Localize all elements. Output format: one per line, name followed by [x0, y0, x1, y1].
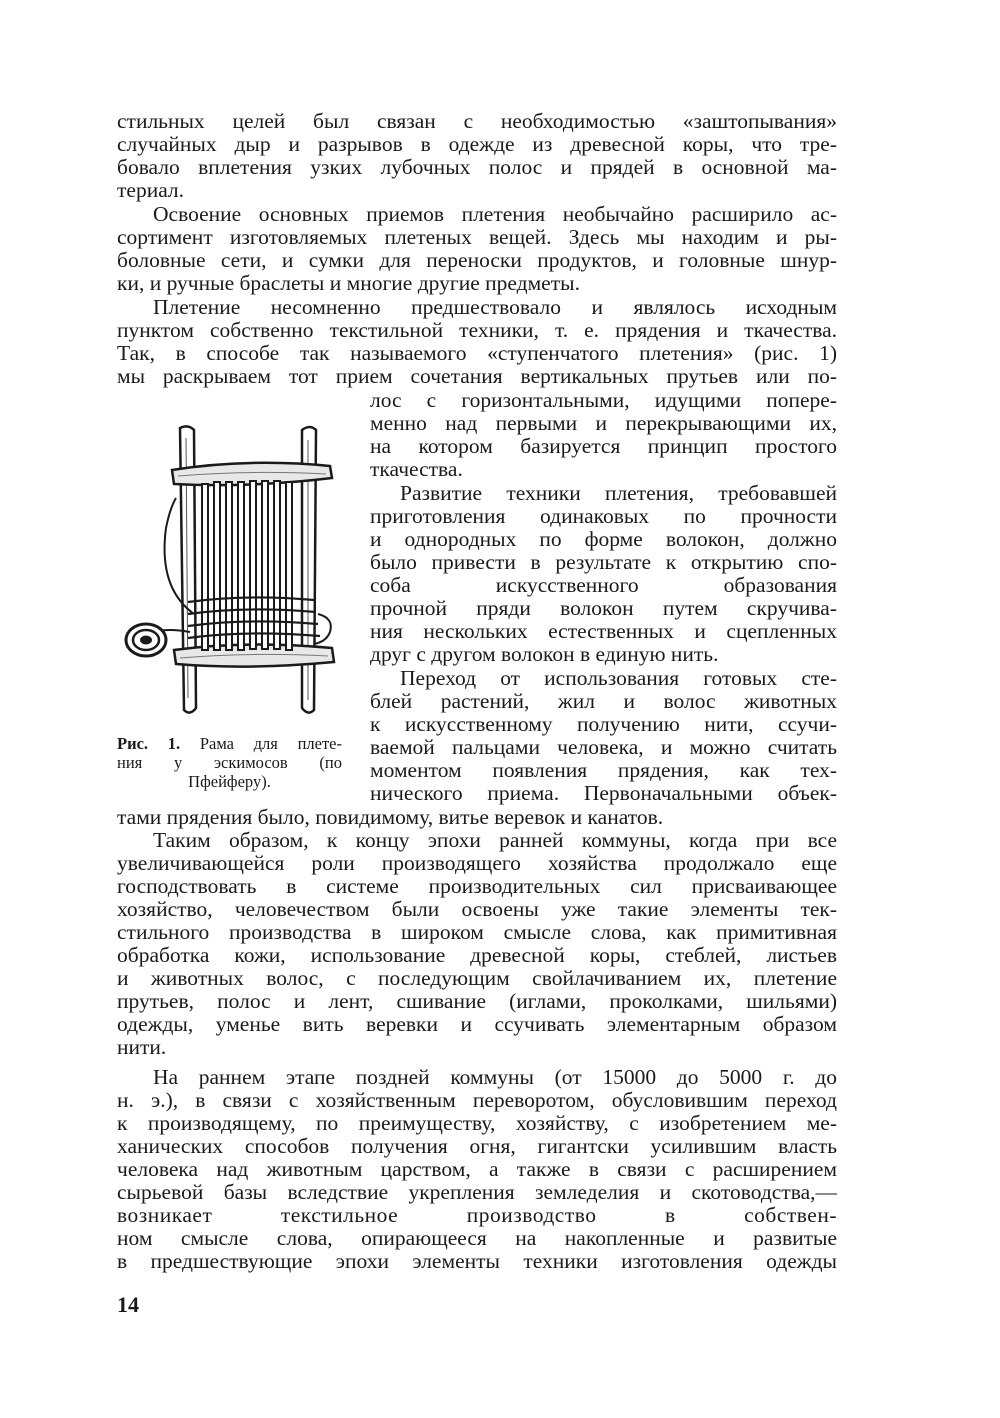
text-line: бовало вплетения узких лубочных полос и прядей в основной ма-: [117, 155, 837, 179]
caption-text: Пфейферу).: [188, 772, 271, 791]
text-line: Так, в способе так называемого «ступенчатого плетения» (рис. 1): [117, 341, 837, 365]
text-line: и однородных по форме волокон, должно: [370, 527, 837, 551]
text-line: друг с другом волокон в единую нить.: [370, 642, 719, 666]
text-line: ваемой пальцами человека, и можно считать: [370, 735, 837, 759]
text-line: к производящему, по преимуществу, хозяйству, с изобретением ме-: [117, 1111, 837, 1135]
text-line: случайных дыр и разрывов в одежде из древесной коры, что тре-: [117, 132, 837, 156]
text-line: к искусственному получению нити, ссучи-: [370, 712, 837, 736]
text-line: Освоение основных приемов плетения необычайно расширило ас-: [153, 202, 837, 226]
text-line: менно над первыми и перекрывающими их,: [370, 411, 837, 435]
text-line: ткачества.: [370, 457, 463, 481]
caption-text: Рама для плете-: [199, 734, 342, 753]
figure-caption: [117, 734, 342, 791]
text-line: Таким образом, к концу эпохи ранней коммуны, когда при все: [153, 828, 837, 852]
text-line: ки, и ручные браслеты и многие другие предметы.: [117, 271, 580, 295]
text-line: на котором базируется принцип простого: [370, 434, 837, 458]
text-line: н. э.), в связи с хозяйственным переворотом, обусловившим переход: [117, 1088, 837, 1112]
text-line: одежды, уменье вить веревки и ссучивать элементарным образом: [117, 1012, 837, 1036]
text-line: сырьевой базы вследствие укрепления земледелия и скотоводства,—: [117, 1180, 837, 1204]
text-line: прутьев, полос и лент, сшивание (иглами, проколками, шильями): [117, 989, 837, 1013]
text-line: нити.: [117, 1035, 167, 1059]
text-line: господствовать в системе производительных сил присваивающее: [117, 874, 837, 898]
text-line: ном смысле слова, опирающееся на накопленные и развитые: [117, 1226, 837, 1250]
text-line: мы раскрываем тот прием сочетания вертикальных прутьев или по-: [117, 364, 837, 388]
text-line: человека над животным царством, а также в связи с расширением: [117, 1157, 837, 1181]
text-line: в предшествующие эпохи элементы техники изготовления одежды: [117, 1249, 837, 1273]
text-line: териал.: [117, 178, 185, 202]
text-line: ханических способов получения огня, гигантски усилившим власть: [117, 1134, 837, 1158]
text-line: Развитие техники плетения, требовавшей: [400, 481, 837, 505]
caption-text: ния у эскимосов (по: [117, 753, 342, 772]
text-line: На раннем этапе поздней коммуны (от 15000 до 5000 г. до: [153, 1065, 837, 1089]
text-line: тами прядения было, повидимому, витье веревок и канатов.: [117, 805, 664, 829]
text-line: нического приема. Первоначальными объек-: [370, 781, 837, 805]
text-line: Плетение несомненно предшествовало и являлось исходным: [153, 295, 837, 319]
text-line: возникает текстильное производство в собствен-: [117, 1203, 837, 1227]
text-line: пунктом собственно текстильной техники, т. е. прядения и ткачества.: [117, 318, 837, 342]
text-line: хозяйство, человечеством были освоены уже такие элементы тек-: [117, 897, 837, 921]
text-line: было привести в результате к открытию спо-: [370, 550, 837, 574]
text-line: ния нескольких естественных и сцепленных: [370, 619, 837, 643]
page-number: 14: [117, 1292, 139, 1317]
text-line: и животных волос, с последующим свойлачиванием их, плетение: [117, 966, 837, 990]
text-line: моментом появления прядения, как тех-: [370, 758, 837, 782]
text-line: стильных целей был связан с необходимостью «заштопывания»: [117, 109, 837, 133]
text-line: сортимент изготовляемых плетеных вещей. Здесь мы находим и ры-: [117, 225, 837, 249]
text-line: блей растений, жил и волос животных: [370, 689, 837, 713]
text-line: приготовления одинаковых по прочности: [370, 504, 837, 528]
text-line: лос с горизонтальными, идущими попере-: [370, 388, 837, 412]
text-line: прочной пряди волокон путем скручива-: [370, 596, 837, 620]
text-line: боловные сети, и сумки для переноски продуктов, и головные шнур-: [117, 248, 837, 272]
weaving-frame-illustration: [118, 418, 348, 718]
caption-label: Рис. 1.: [117, 734, 181, 753]
text-line: Переход от использования готовых сте-: [400, 666, 837, 690]
text-line: стильного производства в широком смысле слова, как примитивная: [117, 920, 837, 944]
text-line: увеличивающейся роли производящего хозяйства продолжало еще: [117, 851, 837, 875]
text-line: соба искусственного образования: [370, 573, 837, 597]
text-line: обработка кожи, использование древесной коры, стеблей, листьев: [117, 943, 837, 967]
